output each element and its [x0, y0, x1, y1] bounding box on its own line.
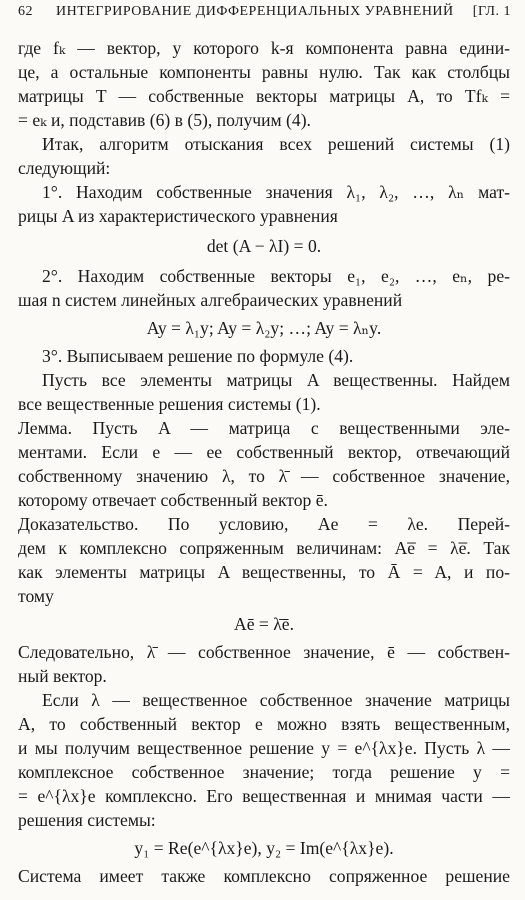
- equation: det (A − λI) = 0.: [206, 236, 322, 256]
- text-line: ментами. Если e — ее собственный вектор, отвечающий: [18, 442, 510, 462]
- page-number: 62: [18, 4, 33, 19]
- text-line: решения системы:: [18, 810, 156, 830]
- text-line: = eₖ и, подставив (6) в (5), получим (4).: [18, 110, 311, 130]
- text-line: Пусть все элементы матрицы A вещественны. Найдем: [42, 370, 510, 390]
- text-line: шая n систем линейных алгебраических уравнений: [18, 290, 403, 310]
- text-line: где fₖ — вектор, у которого k-я компонента равна едини-: [18, 38, 510, 58]
- text-line: дем к комплексно сопряженным величинам: Ae̅ = λe̅. Так: [18, 538, 510, 558]
- text-line: 2°. Находим собственные векторы e₁, e₂, …, eₙ, ре-: [42, 266, 510, 286]
- text-line: Лемма. Пусть A — матрица с вещественными эле-: [18, 418, 510, 438]
- equation: Ay = λ₁y; Ay = λ₂y; …; Ay = λₙy.: [146, 318, 382, 338]
- text-line: 1°. Находим собственные значения λ₁, λ₂, …, λₙ мат-: [42, 182, 510, 202]
- text-line: Следовательно, λ̄ — собственное значение, ē — собствен-: [18, 642, 510, 662]
- text-line: рицы A из характеристического уравнения: [18, 206, 338, 226]
- text-line: Если λ — вещественное собственное значение матрицы: [42, 690, 510, 710]
- text-line: Система имеет также комплексно сопряженное решение: [18, 866, 510, 886]
- text-line: 3°. Выписываем решение по формуле (4).: [42, 346, 354, 366]
- text-line: Итак, алгоритм отыскания всех решений системы (1): [42, 134, 510, 154]
- chapter-marker: [ГЛ. 1: [472, 4, 511, 19]
- text-line: собственному значению λ, то λ̄ — собственное значение,: [18, 466, 510, 486]
- equation: Aē = λ̄ē.: [234, 614, 294, 634]
- text-line: и мы получим вещественное решение y = e^{λx}e. Пусть λ —: [18, 738, 510, 758]
- text-line: следующий:: [18, 158, 111, 178]
- text-line: комплексное собственное значение; тогда решение y =: [18, 762, 510, 782]
- text-line: которому отвечает собственный вектор ē.: [18, 490, 328, 510]
- text-line: матрицы T — собственные векторы матрицы A, то Tfₖ =: [18, 86, 510, 106]
- text-line: ный вектор.: [18, 666, 107, 686]
- running-header: [18, 4, 511, 30]
- text-line: A, то собственный вектор e можно взять вещественным,: [18, 714, 510, 734]
- text-line: = e^{λx}e комплексно. Его вещественная и мнимая части —: [18, 786, 510, 806]
- text-line: Доказательство. По условию, Ae = λe. Перей-: [18, 514, 510, 534]
- text-line: це, а остальные компоненты равны нулю. Так как столбцы: [18, 62, 510, 82]
- text-line: все вещественные решения системы (1).: [18, 394, 321, 414]
- equation: y₁ = Re(e^{λx}e), y₂ = Im(e^{λx}e).: [134, 838, 394, 858]
- text-line: как элементы матрицы A вещественны, то Ā = A, и по-: [18, 562, 510, 582]
- running-title: ИНТЕГРИРОВАНИЕ ДИФФЕРЕНЦИАЛЬНЫХ УРАВНЕНИЙ: [56, 4, 454, 19]
- text-line: тому: [18, 586, 54, 606]
